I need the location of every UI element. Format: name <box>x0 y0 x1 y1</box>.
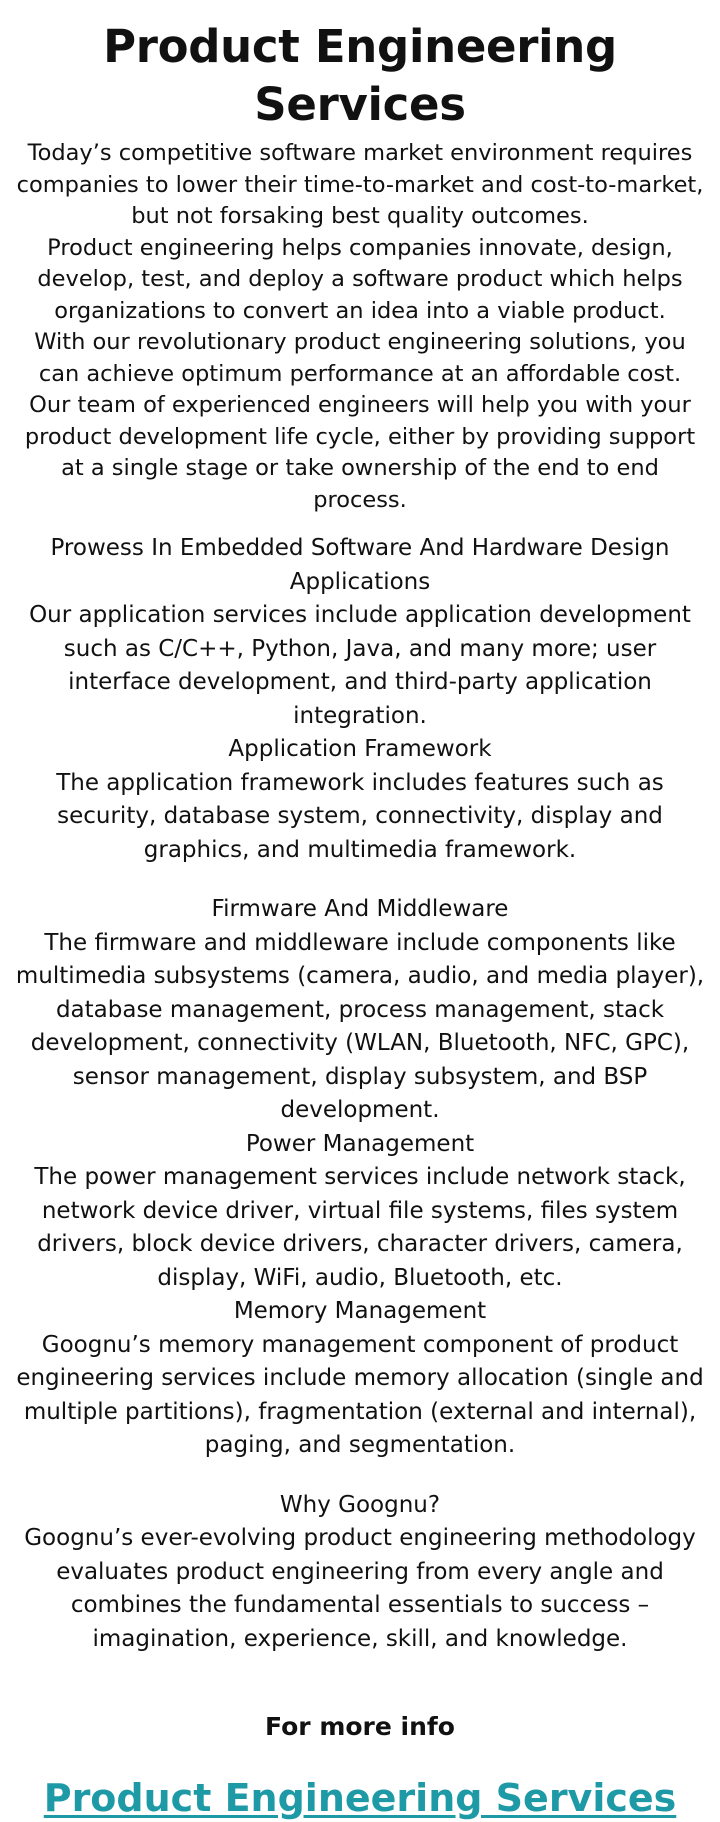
firmware-heading: Firmware And Middleware <box>211 896 509 922</box>
intro-paragraph-3: With our revolutionary product engineering solutions, you can achieve optimum performance at an affordable cost. <box>34 329 686 387</box>
firmware-text: The firmware and middleware include components like multimedia subsystems (camera, audio, and media player), database management, process management, stack development, connectivity (WLAN, Bluetooth, NFC, GPC), sensor management, display subsystem, and BSP development. <box>15 929 705 1123</box>
memory-heading: Memory Management <box>233 1298 487 1324</box>
embedded-section <box>12 532 708 867</box>
intro-paragraph-4: Our team of experienced engineers will help you with your product development life cycle, either by providing support at a single stage or take ownership of the end to end process. <box>24 392 696 513</box>
framework-heading: Application Framework <box>228 736 492 762</box>
intro-section <box>12 138 708 516</box>
power-text: The power management services include network stack, network device driver, virtual file systems, files system drivers, block device drivers, character drivers, camera, display, WiFi, audio, Bluetooth, etc. <box>34 1164 686 1291</box>
applications-text: Our application services include application development such as C/C++, Python, Java, and many more; user interface development, and third-party application integration. <box>29 602 691 729</box>
page-title: Product Engineering Services <box>103 20 617 131</box>
framework-text: The application framework includes features such as security, database system, connectivity, display and graphics, and multimedia framework. <box>56 769 664 863</box>
intro-paragraph-1: Today’s competitive software market environment requires companies to lower their time-to-market and cost-to-market, but not forsaking best quality outcomes. <box>16 140 704 229</box>
embedded-heading: Prowess In Embedded Software And Hardware Design <box>50 535 670 561</box>
memory-text: Goognu’s memory management component of product engineering services include memory allocation (single and multiple partitions), fragmentation (external and internal), paging, and segmentation. <box>16 1331 704 1458</box>
applications-heading: Applications <box>289 568 431 595</box>
why-text: Goognu’s ever-evolving product engineering methodology evaluates product engineering from every angle and combines the fundamental essentials to success – imagination, experience, skill, and knowledge. <box>24 1525 696 1652</box>
intro-paragraph-2: Product engineering helps companies innovate, design, develop, test, and deploy a software product which helps organizations to convert an idea into a viable product. <box>37 234 683 324</box>
more-info-label: For more info <box>265 1712 455 1741</box>
power-heading: Power Management <box>245 1130 475 1157</box>
firmware-section <box>12 893 708 1463</box>
why-section <box>12 1489 708 1657</box>
why-heading: Why Goognu? <box>279 1491 441 1518</box>
product-engineering-link[interactable]: Product Engineering Services <box>43 1776 677 1820</box>
